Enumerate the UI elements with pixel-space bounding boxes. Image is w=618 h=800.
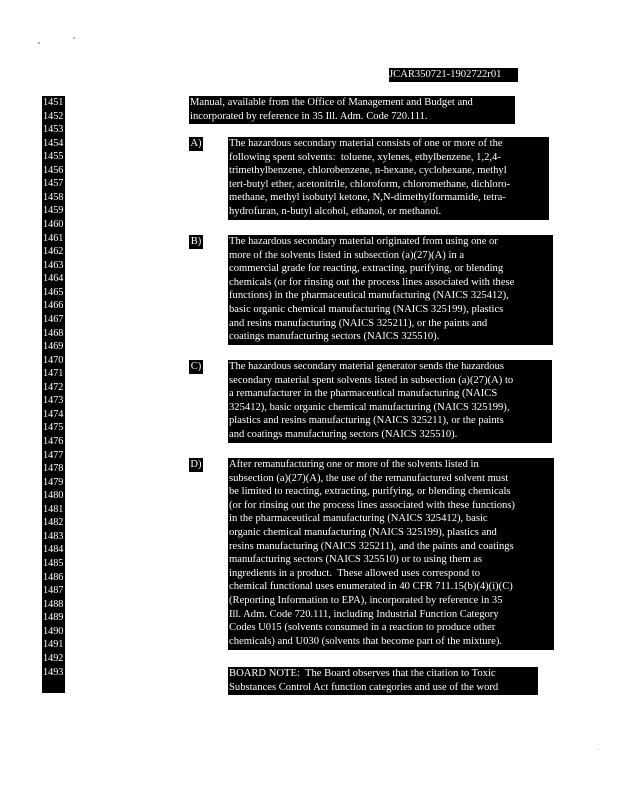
line-number: 1474 [43, 408, 64, 420]
text-line: incorporated by reference in 35 Ill. Adm. Code 720.111. [190, 110, 428, 122]
text-line: (or for rinsing out the process lines associated with these functions) [229, 499, 515, 511]
text-line: ingredients in a product. These allowed uses correspond to [229, 567, 481, 579]
text-line: Codes U015 (solvents consumed in a reaction to produce other [229, 622, 496, 634]
section-d-label: D) [190, 459, 202, 470]
text-line: The hazardous secondary material generator sends the hazardous [229, 361, 505, 372]
text-line: hydrofuran, n-butyl alcohol, ethanol, or methanol. [229, 205, 442, 217]
line-number: 1453 [43, 124, 64, 136]
line-number: 1472 [43, 381, 64, 393]
text-line: methane, methyl isobutyl ketone, N,N-dimethylformamide, tetra- [229, 192, 506, 204]
line-number: 1485 [43, 558, 64, 570]
line-number: 1454 [43, 137, 64, 149]
line-number: 1491 [43, 639, 64, 651]
scan-speck [73, 37, 75, 39]
text-line: manufacturing sectors (NAICS 325510) or to using them as [229, 554, 483, 566]
text-line: BOARD NOTE: The Board observes that the citation to Toxic [229, 668, 496, 679]
line-number: 1458 [43, 191, 64, 203]
text-line: more of the solvents listed in subsection (a)(27)(A) in a [229, 249, 465, 261]
line-number: 1459 [43, 205, 64, 217]
line-number: 1469 [43, 341, 64, 353]
line-number: 1490 [43, 625, 64, 637]
line-number: 1461 [43, 232, 64, 244]
text-line: Ill. Adm. Code 720.111, including Industrial Function Category [229, 608, 499, 620]
line-number: 1470 [43, 354, 64, 366]
text-line: (Reporting Information to EPA), incorporated by reference in 35 [229, 594, 503, 606]
text-line: secondary material spent solvents listed in subsection (a)(27)(A) to [229, 374, 514, 386]
text-line: following spent solvents: toluene, xylenes, ethylbenzene, 1,2,4- [229, 151, 501, 163]
line-number: 1456 [43, 164, 64, 176]
text-line: resins manufacturing (NAICS 325211), and the paints and coatings [229, 540, 514, 552]
text-line: trimethylbenzene, chlorobenzene, n-hexane, cyclohexane, methyl [229, 165, 507, 177]
section-a-text [228, 137, 549, 220]
section-c-label: C) [190, 361, 202, 372]
text-line: commercial grade for reacting, extracting, purifying, or blending [229, 263, 504, 275]
text-line: and coatings manufacturing sectors (NAICS 325510). [229, 428, 458, 440]
intro-paragraph [189, 96, 515, 124]
document-id: JCAR350721-1902722r01 [389, 68, 518, 82]
text-line: basic organic chemical manufacturing (NAICS 325199), plastics [229, 303, 504, 315]
board-note [228, 667, 538, 695]
section-c-text [228, 360, 552, 443]
line-number: 1466 [43, 300, 64, 312]
line-number: 1460 [43, 219, 64, 231]
line-number: 1463 [43, 259, 64, 271]
line-number: 1479 [43, 476, 64, 488]
line-number: 1451 [43, 97, 64, 108]
line-number: 1493 [43, 666, 64, 678]
line-number: 1478 [43, 463, 64, 475]
text-line: chemicals (or for rinsing out the process lines associated with these [229, 276, 515, 288]
line-number: 1483 [43, 530, 64, 542]
section-b-label: B) [190, 236, 202, 247]
text-line: a remanufacturer in the pharmaceutical manufacturing (NAICS [229, 388, 498, 400]
scan-speck [598, 749, 599, 750]
text-line: Manual, available from the Office of Management and Budget and [190, 97, 473, 108]
text-line: in the pharmaceutical manufacturing (NAICS 325412), basic [229, 513, 488, 525]
line-number: 1467 [43, 313, 64, 325]
line-number: 1468 [43, 327, 64, 339]
line-number: 1475 [43, 422, 64, 434]
scan-speck [38, 42, 40, 44]
text-line: coatings manufacturing sectors (NAICS 325510). [229, 331, 440, 343]
section-a-label: A) [190, 138, 202, 149]
line-number: 1489 [43, 612, 64, 624]
line-number: 1476 [43, 436, 64, 447]
line-number: 1464 [43, 273, 64, 285]
text-line: tert-butyl ether, acetonitrile, chloroform, chloromethane, dichloro- [229, 178, 511, 190]
section-b-text [228, 235, 553, 345]
line-number: 1455 [43, 151, 64, 163]
line-number: 1486 [43, 571, 64, 583]
line-number: 1481 [43, 503, 64, 515]
line-number: 1473 [43, 395, 64, 407]
line-number: 1477 [43, 449, 64, 461]
line-number: 1480 [43, 490, 64, 502]
section-d-text [228, 458, 554, 650]
line-number: 1457 [43, 178, 64, 190]
text-line: plastics and resins manufacturing (NAICS 325211), or the paints [229, 415, 504, 427]
text-line: subsection (a)(27)(A), the use of the remanufactured solvent must [229, 472, 509, 484]
line-number: 1487 [43, 585, 64, 597]
line-number: 1471 [43, 368, 64, 380]
line-number: 1484 [43, 544, 64, 556]
line-number: 1488 [43, 598, 64, 610]
text-line: After remanufacturing one or more of the solvents listed in [229, 459, 479, 470]
text-line: chemicals) and U030 (solvents that become part of the mixture). [229, 635, 502, 647]
line-number: 1452 [43, 110, 64, 122]
text-line: chemical functional uses enumerated in 40 CFR 711.15(b)(4)(i)(C) [229, 581, 513, 593]
text-line: 325412), basic organic chemical manufacturing (NAICS 325199), [229, 401, 510, 413]
text-line: The hazardous secondary material consists of one or more of the [229, 138, 503, 149]
line-number: 1492 [43, 652, 64, 664]
text-line: and resins manufacturing (NAICS 325211), or the paints and [229, 317, 488, 329]
text-line: functions) in the pharmaceutical manufacturing (NAICS 325412), [229, 290, 509, 302]
line-number: 1482 [43, 517, 64, 529]
text-line: organic chemical manufacturing (NAICS 325199), plastics and [229, 526, 497, 538]
line-number-column [42, 96, 65, 693]
text-line: Substances Control Act function categories and use of the word [229, 681, 499, 693]
line-number: 1462 [43, 246, 64, 258]
line-number: 1465 [43, 286, 64, 298]
text-line: be limited to reacting, extracting, purifying, or blending chemicals [229, 486, 511, 498]
text-line: The hazardous secondary material originated from using one or [229, 236, 498, 247]
